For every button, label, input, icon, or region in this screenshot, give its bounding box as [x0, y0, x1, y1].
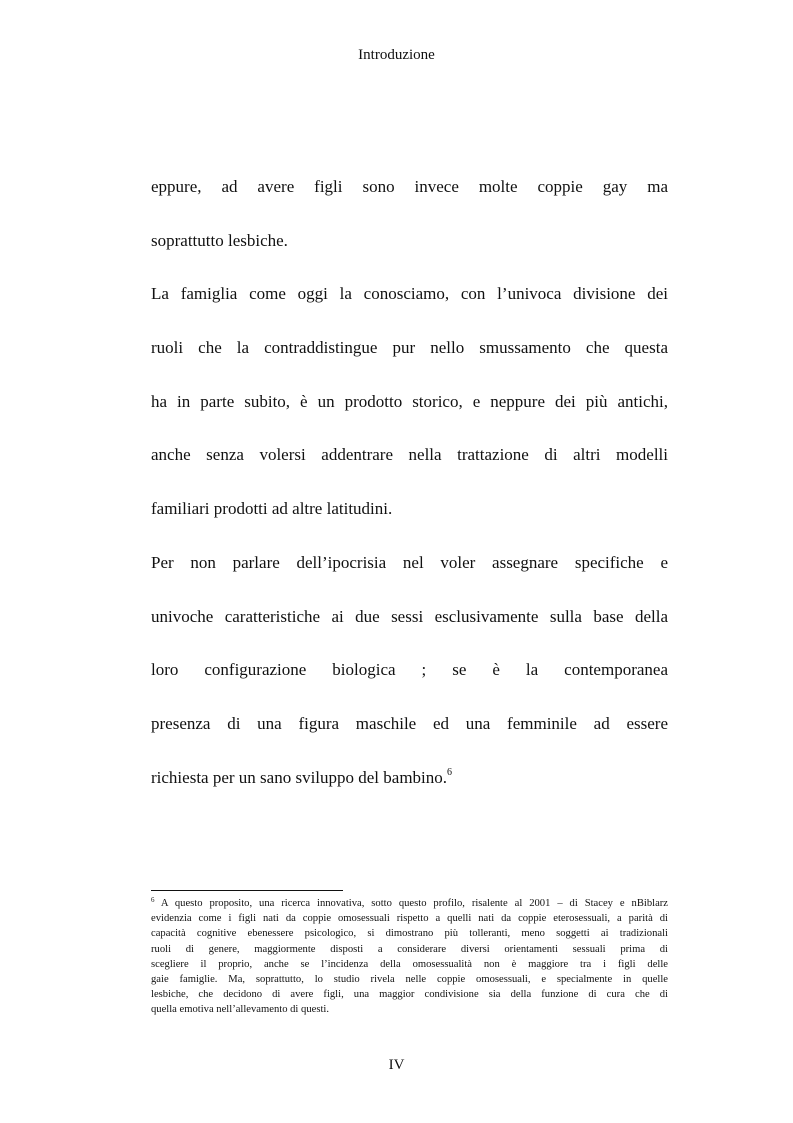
body-line-final	[151, 751, 668, 805]
footnote-reference[interactable]: 6	[447, 766, 453, 778]
body-text	[151, 160, 668, 804]
body-line: soprattutto lesbiche.	[151, 230, 288, 250]
footnote-separator	[151, 890, 343, 891]
body-line: loro configurazione biologica ; se è la contemporanea	[151, 660, 668, 680]
body-line: anche senza volersi addentrare nella trattazione di altri modelli	[151, 445, 668, 465]
footnote-line: scegliere il proprio, anche se l’incidenza della omosessualità non è maggiore tra i figli delle	[151, 958, 668, 970]
footnote-line: quella emotiva nell’allevamento di questi.	[151, 1004, 329, 1016]
body-line: presenza di una figura maschile ed una femminile ad essere	[151, 713, 668, 733]
footnote-marker: 6	[151, 896, 155, 904]
footnote	[151, 896, 668, 1018]
footnote-line-text: A questo proposito, una ricerca innovativa, sotto questo profilo, risalente al 2001 – di Stacey e nBiblarz	[160, 898, 668, 909]
footnote-line: lesbiche, che decidono di avere figli, una maggior condivisione sia della funzione di cura che di	[151, 989, 668, 1001]
body-line: familiari prodotti ad altre latitudini.	[151, 499, 393, 519]
page-number: IV	[388, 1057, 405, 1073]
footnote-line: ruoli di genere, maggiormente disposti a considerare diversi orientamenti sessuali prima di	[151, 943, 668, 955]
footnote-line: capacità cognitive ebenessere psicologico, si dimostrano più tolleranti, meno soggetti ai tradizionali	[151, 928, 668, 940]
footnote-line: evidenzia come i figli nati da coppie omosessuali rispetto a quelli nati da coppie eterosessuali, a parità di	[151, 913, 668, 925]
body-line-text: richiesta per un sano sviluppo del bambino.	[151, 767, 448, 787]
body-line: ha in parte subito, è un prodotto storico, e neppure dei più antichi,	[151, 391, 668, 411]
body-line: eppure, ad avere figli sono invece molte coppie gay ma	[151, 177, 668, 196]
running-header: Introduzione	[358, 47, 435, 63]
body-line: univoche caratteristiche ai due sessi esclusivamente sulla base della	[151, 606, 668, 626]
body-line: La famiglia come oggi la conosciamo, con l’univoca divisione dei	[151, 284, 668, 304]
body-line: ruoli che la contraddistingue pur nello smussamento che questa	[151, 338, 668, 358]
footnote-line	[151, 896, 668, 911]
footnote-line: gaie famiglie. Ma, soprattutto, lo studio rivela nelle coppie omosessuali, e specialmente in quelle	[151, 973, 668, 985]
body-line: Per non parlare dell’ipocrisia nel voler assegnare specifiche e	[151, 552, 668, 572]
